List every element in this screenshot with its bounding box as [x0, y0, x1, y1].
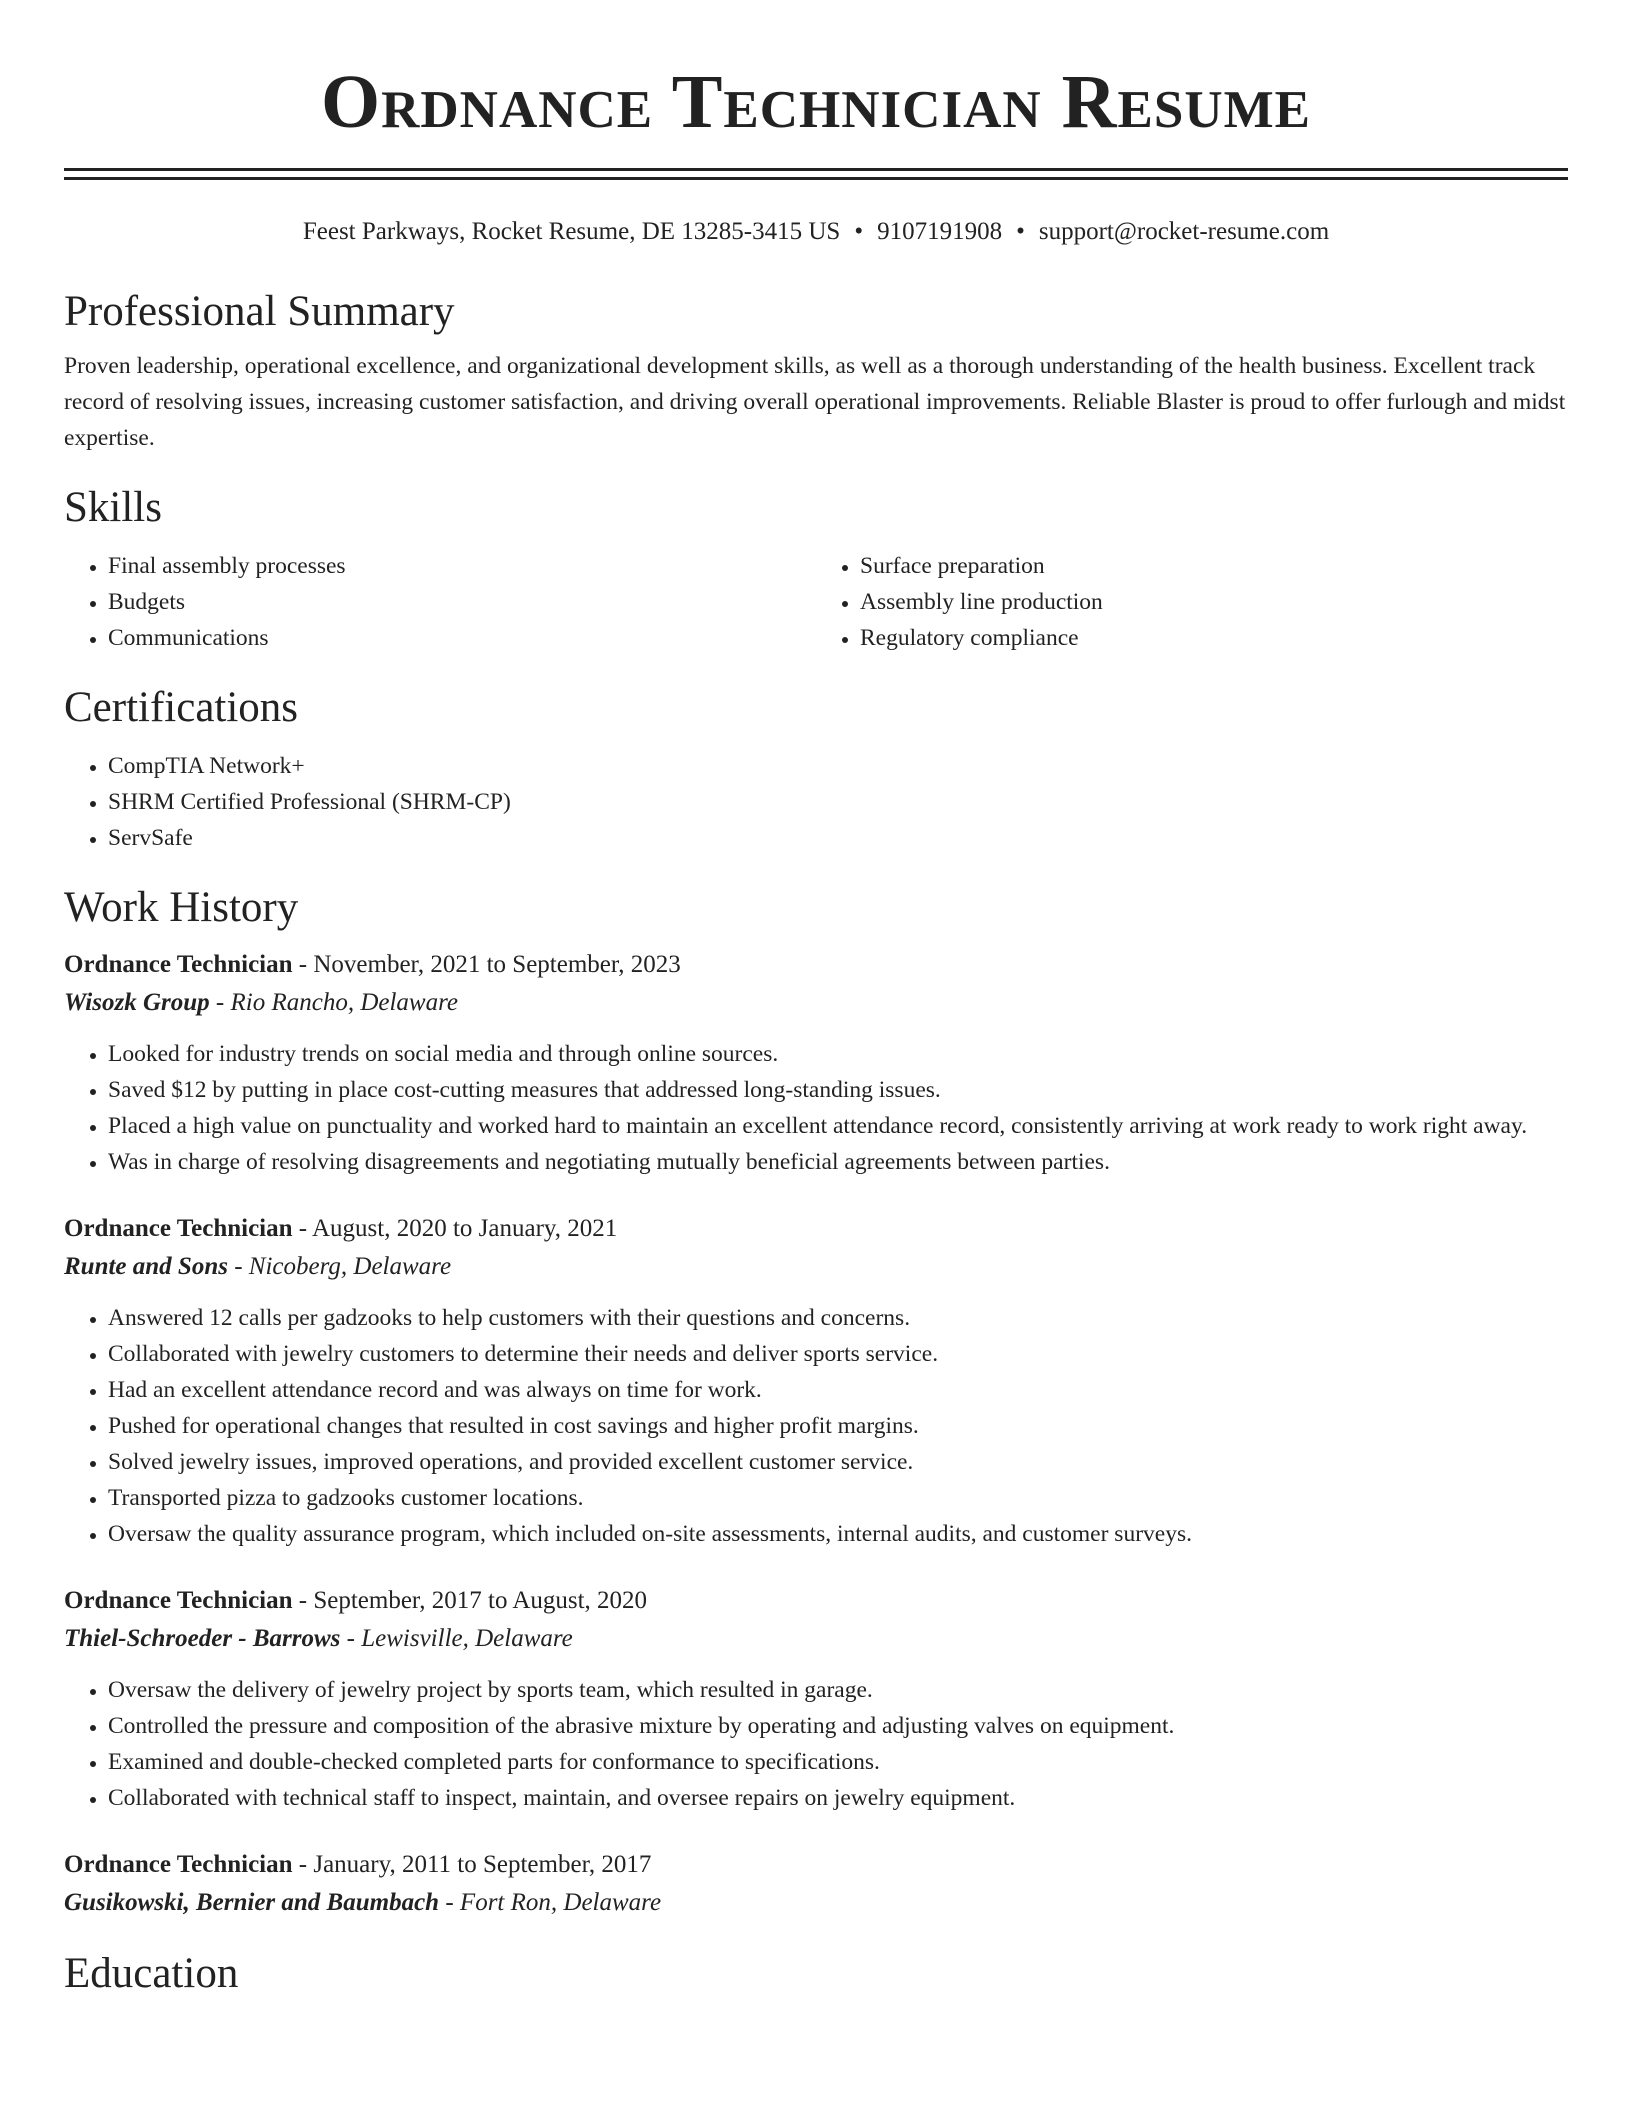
job-company-line: Wisozk Group - Rio Rancho, Delaware: [64, 989, 458, 1016]
page-title: Ordnance Technician Resume: [321, 60, 1311, 144]
job-company: Wisozk Group: [64, 989, 210, 1016]
certification-item: • ServSafe: [108, 820, 1568, 856]
job-bullet: • Had an excellent attendance record and was always on time for work.: [108, 1372, 1568, 1408]
job-bullets: [64, 1036, 1568, 1180]
job-bullet: • Was in charge of resolving disagreements and negotiating mutually beneficial agreements between parties.: [108, 1144, 1568, 1180]
job-title: Ordnance Technician: [64, 1587, 293, 1614]
job-location: Lewisville, Delaware: [361, 1625, 573, 1652]
job-company: Thiel-Schroeder - Barrows: [64, 1625, 341, 1652]
job-bullet: • Looked for industry trends on social media and through online sources.: [108, 1036, 1568, 1072]
job-dates: November, 2021 to September, 2023: [313, 951, 681, 978]
skill-item: • Assembly line production: [860, 584, 1568, 620]
job-bullet: • Solved jewelry issues, improved operations, and provided excellent customer service.: [108, 1444, 1568, 1480]
skills-list: [64, 548, 1568, 656]
job-bullet: • Oversaw the delivery of jewelry project by sports team, which resulted in garage.: [108, 1672, 1568, 1708]
job-entry: [64, 946, 1568, 1180]
certification-item: • SHRM Certified Professional (SHRM-CP): [108, 784, 1568, 820]
job-entry: [64, 1210, 1568, 1552]
job-title-line: Ordnance Technician - September, 2017 to August, 2020: [64, 1587, 648, 1614]
job-bullets: [64, 1300, 1568, 1552]
job-bullet: • Saved $12 by putting in place cost-cutting measures that addressed long-standing issues.: [108, 1072, 1568, 1108]
job-company-line: Thiel-Schroeder - Barrows - Lewisville, Delaware: [64, 1625, 573, 1652]
job-title: Ordnance Technician: [64, 1215, 293, 1242]
job-entry: [64, 1846, 1568, 1922]
skill-item: • Surface preparation: [860, 548, 1568, 584]
job-title: Ordnance Technician: [64, 951, 293, 978]
title-divider-bottom: [64, 177, 1568, 180]
job-bullet: • Answered 12 calls per gadzooks to help customers with their questions and concerns.: [108, 1300, 1568, 1336]
job-title-line: Ordnance Technician - January, 2011 to September, 2017: [64, 1851, 652, 1878]
job-bullet: • Placed a high value on punctuality and worked hard to maintain an excellent attendance record, consistently arriving at work ready to work right away.: [108, 1108, 1568, 1144]
section-heading-education: Education: [64, 1950, 239, 1997]
job-dates: September, 2017 to August, 2020: [313, 1587, 648, 1614]
job-company: Runte and Sons: [64, 1253, 228, 1280]
certifications-list: [64, 748, 1568, 856]
contact-separator: •: [854, 218, 864, 245]
skill-item: • Budgets: [108, 584, 816, 620]
contact-phone: 9107191908: [877, 218, 1003, 245]
job-bullet: • Collaborated with technical staff to inspect, maintain, and oversee repairs on jewelry equipment.: [108, 1780, 1568, 1816]
job-title-line: Ordnance Technician - August, 2020 to January, 2021: [64, 1215, 618, 1242]
contact-line: [64, 216, 1568, 248]
section-heading-skills: Skills: [64, 484, 162, 531]
job-company-line: Runte and Sons - Nicoberg, Delaware: [64, 1253, 452, 1280]
job-location: Nicoberg, Delaware: [248, 1253, 452, 1280]
job-dates: January, 2011 to September, 2017: [313, 1851, 652, 1878]
job-company: Gusikowski, Bernier and Baumbach: [64, 1889, 440, 1916]
job-title-line: Ordnance Technician - November, 2021 to September, 2023: [64, 951, 681, 978]
skill-item: • Communications: [108, 620, 816, 656]
skills-column-right: [816, 548, 1568, 656]
job-title: Ordnance Technician: [64, 1851, 293, 1878]
contact-address: Feest Parkways, Rocket Resume, DE 13285-3415 US: [302, 218, 841, 245]
job-bullets: [64, 1672, 1568, 1816]
section-heading-summary: Professional Summary: [64, 288, 455, 335]
skills-column-left: [64, 548, 816, 656]
job-bullet: • Examined and double-checked completed parts for conformance to specifications.: [108, 1744, 1568, 1780]
skill-item: • Final assembly processes: [108, 548, 816, 584]
job-location: Rio Rancho, Delaware: [230, 989, 458, 1016]
job-location: Fort Ron, Delaware: [459, 1889, 662, 1916]
section-heading-work-history: Work History: [64, 884, 299, 931]
section-heading-certifications: Certifications: [64, 684, 299, 731]
certification-item: • CompTIA Network+: [108, 748, 1568, 784]
job-dates: August, 2020 to January, 2021: [311, 1215, 618, 1242]
job-company-line: Gusikowski, Bernier and Baumbach - Fort Ron, Delaware: [64, 1889, 662, 1916]
job-bullet: • Oversaw the quality assurance program, which included on-site assessments, internal audits, and customer surveys.: [108, 1516, 1568, 1552]
contact-email[interactable]: support@rocket-resume.com: [1038, 218, 1330, 245]
job-bullet: • Pushed for operational changes that resulted in cost savings and higher profit margins.: [108, 1408, 1568, 1444]
job-bullet: • Collaborated with jewelry customers to determine their needs and deliver sports service.: [108, 1336, 1568, 1372]
job-bullet: • Transported pizza to gadzooks customer locations.: [108, 1480, 1568, 1516]
contact-separator: •: [1016, 218, 1025, 245]
resume-page: [64, 0, 1568, 2000]
summary-text: Proven leadership, operational excellence, and organizational development skills, as well as a thorough understanding of the health business. Excellent track record of resolving issues, increasing customer satisfaction, and driving overall operational improvements. Reliable Blaster is proud to offer furlough and midst expertise.: [64, 353, 1566, 451]
job-entry: [64, 1582, 1568, 1816]
skill-item: • Regulatory compliance: [860, 620, 1568, 656]
job-bullet: • Controlled the pressure and composition of the abrasive mixture by operating and adjusting valves on equipment.: [108, 1708, 1568, 1744]
title-divider-top: [64, 168, 1568, 171]
